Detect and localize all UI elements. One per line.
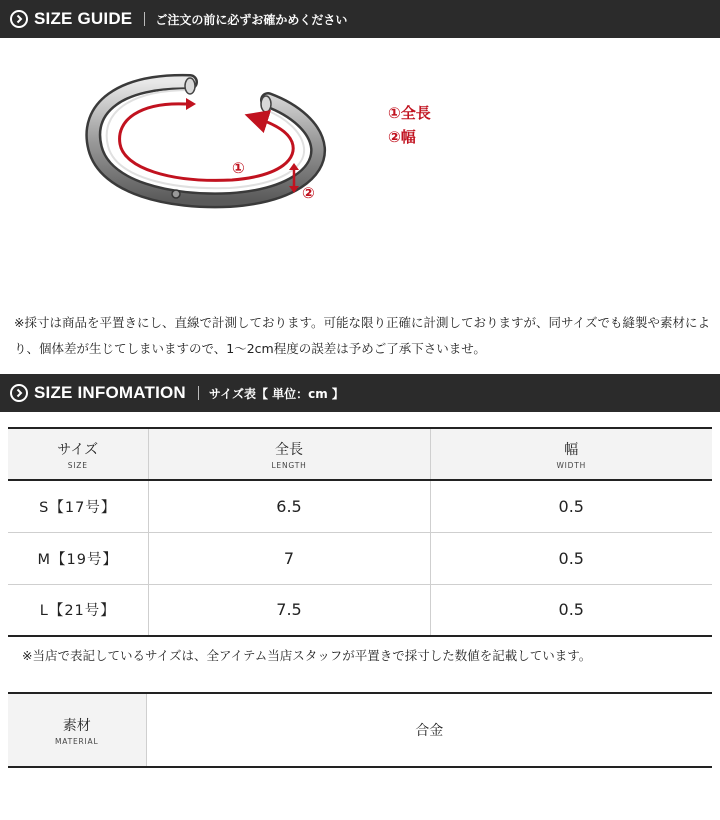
size-info-header (0, 374, 720, 412)
size-guide-subtitle: ご注文の前に必ずお確かめください (155, 12, 348, 27)
size-cell: L【21号】 (8, 584, 148, 636)
chevron-right-icon (10, 384, 28, 402)
size-guide-title: SIZE GUIDE (34, 9, 133, 28)
header-divider (144, 12, 145, 26)
marker-2: ② (302, 184, 315, 202)
size-table (8, 427, 712, 637)
width-cell: 0.5 (558, 600, 584, 620)
store-measure-note: ※当店で表記しているサイズは、全アイテム当店スタッフが平置きで採寸した数値を記載しています。 (22, 648, 592, 663)
marker-1: ① (232, 159, 245, 177)
width-cell: 0.5 (430, 480, 712, 532)
diagram-legend (388, 101, 431, 149)
length-cell: 7.5 (148, 584, 430, 636)
measurement-note: ※採寸は商品を平置きにし、直線で計測しております。可能な限り正確に計測しておりますが、同サイズでも縫製や素材により、個体差が生じてしまいますので、1〜2cm程度の誤差は予めご了承下さいませ。 (14, 315, 710, 356)
material-value: 合金 (415, 723, 444, 739)
chevron-right-icon (10, 10, 28, 28)
bangle-diagram (0, 38, 720, 288)
material-row (8, 693, 712, 767)
material-label: 素材 MATERIAL (8, 693, 146, 767)
width-cell: 0.5 (430, 532, 712, 584)
bangle-end-right (261, 96, 271, 112)
length-arrow (120, 104, 294, 181)
size-guide-header (0, 0, 720, 38)
size-table-header (8, 428, 712, 480)
table-row (8, 480, 712, 532)
size-cell: M【19号】 (8, 532, 148, 584)
legend-width: ②幅 (388, 128, 416, 146)
length-arrow-head-start (186, 98, 196, 110)
length-cell: 6.5 (148, 480, 430, 532)
table-row (8, 532, 712, 584)
col-width: 幅 WIDTH (430, 428, 712, 480)
col-length: 全長 LENGTH (148, 428, 430, 480)
bangle-bead (172, 190, 180, 198)
legend-length: ①全長 (388, 104, 431, 122)
header-divider (198, 386, 199, 400)
size-info-title: SIZE INFOMATION (34, 383, 186, 402)
size-info-subtitle: サイズ表【 単位：cm 】 (208, 386, 344, 401)
table-row (8, 584, 712, 636)
material-table (8, 692, 712, 768)
size-cell: S【17号】 (8, 480, 148, 532)
length-cell: 7 (148, 532, 430, 584)
bangle-end-left (185, 78, 195, 94)
col-size: サイズ SIZE (8, 428, 148, 480)
